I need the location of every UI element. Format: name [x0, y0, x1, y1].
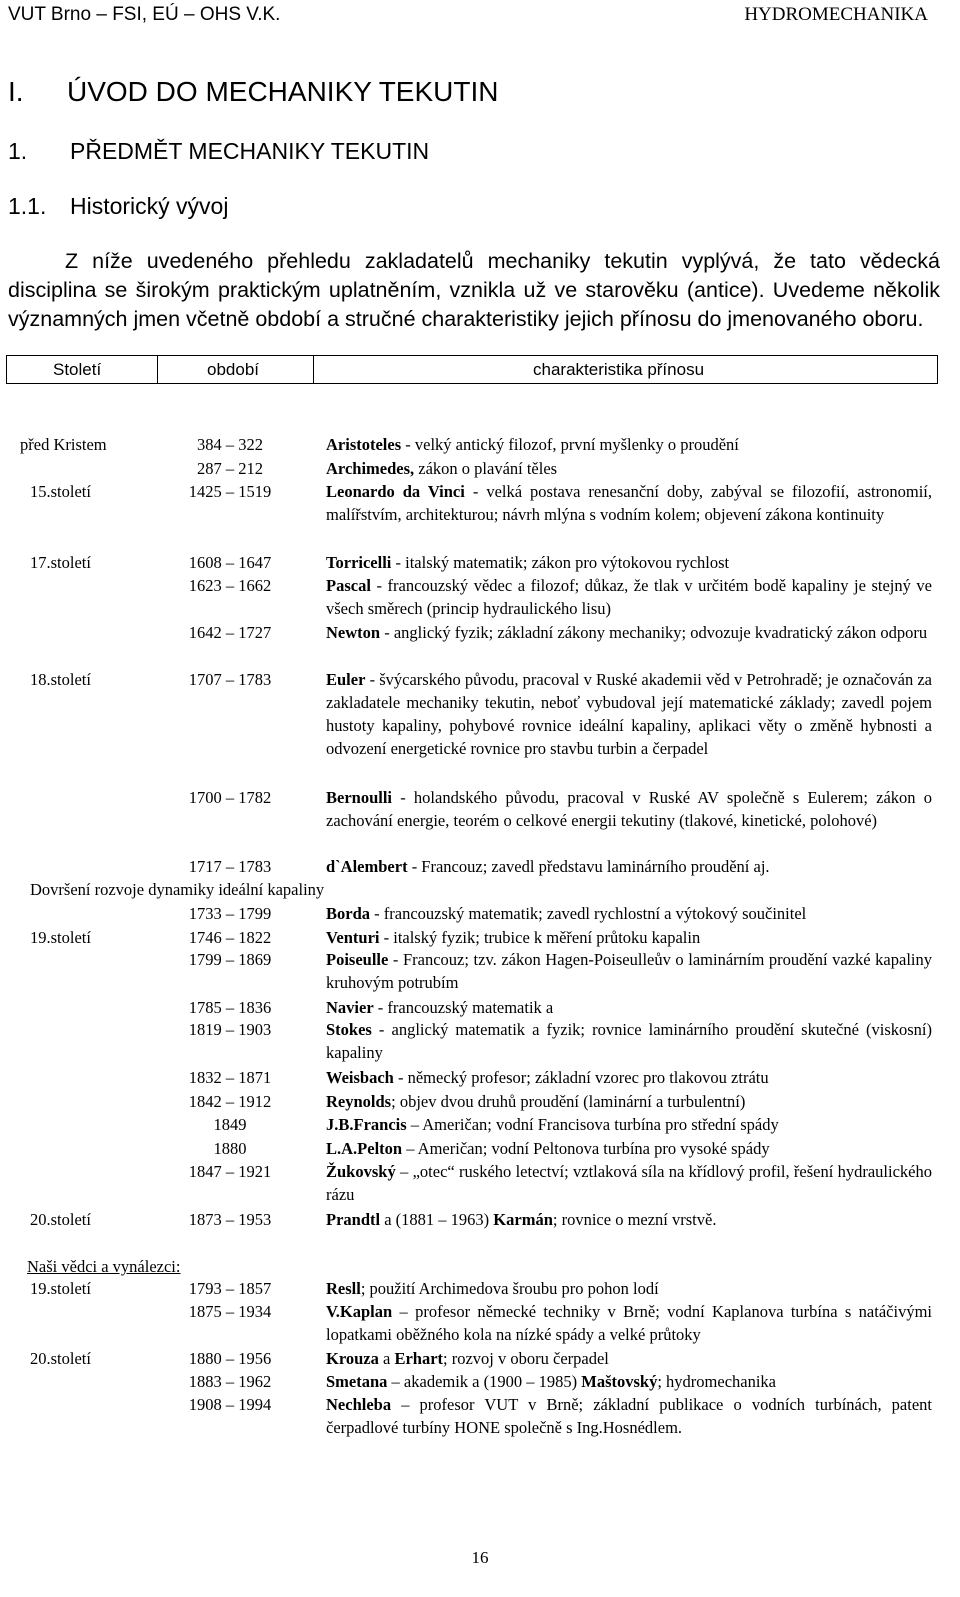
contribution-text: a (1881 – 1963)	[380, 1210, 494, 1229]
row-years: 1425 – 1519	[188, 482, 272, 501]
intro-text: Z níže uvedeného přehledu zakladatelů mechaniky tekutin vyplývá, že tato vědecká disciplina se širokým praktickým uplatněním, vznikla už ve starověku (antice). Uvedeme několik významných jmen včetně období a stručné charakteristiky jejich přínosu do jmenovaného oboru.	[8, 249, 940, 331]
row-century: 19.století	[30, 1279, 91, 1298]
contribution-text: - švýcarského původu, pracoval v Ruské akademii věd v Petrohradě; je označován za zakladatele mechaniky tekutin, neboť vybudoval její matematické základy; zavedl pojem hustoty kapaliny, pohybové rovnice ideální kapaliny, aplikaci věty o změně hybnosti a odvození energetické rovnice pro stavbu turbin a čerpadel	[326, 670, 932, 758]
scientist-name: Euler	[326, 670, 366, 689]
scientist-name: Karmán	[493, 1210, 553, 1229]
row-description	[326, 926, 932, 949]
scientist-name: Venturi	[326, 928, 380, 947]
scientist-name: Navier	[326, 998, 374, 1017]
contribution-text: – akademik a (1900 – 1985)	[387, 1372, 582, 1391]
row-years: 1908 – 1994	[188, 1395, 272, 1414]
row-years: 1842 – 1912	[188, 1092, 272, 1111]
chapter-number: I.	[8, 76, 24, 107]
contribution-text: - francouzský matematik a	[373, 998, 554, 1017]
row-years: 1793 – 1857	[188, 1279, 272, 1298]
contribution-text: – „otec“ ruského letectví; vztlaková síla na křídlový profil, řešení hydraulického rázu	[326, 1162, 932, 1204]
row-years: 1707 – 1783	[188, 670, 272, 689]
contribution-text: - německý profesor; základní vzorec pro tlakovou ztrátu	[393, 1068, 769, 1087]
scientist-name: Resll	[326, 1279, 361, 1298]
contribution-text: - francouzský vědec a filozof; důkaz, že tlak v určitém bodě kapaliny je stejný ve všech směrech (princip hydraulického lisu)	[326, 576, 932, 618]
subheading: Naši vědci a vynálezci:	[27, 1257, 181, 1276]
row-years: 1875 – 1934	[188, 1302, 272, 1321]
row-years: 1880 – 1956	[188, 1349, 272, 1368]
scientist-name: Nechleba	[326, 1395, 392, 1414]
col-divider	[313, 356, 314, 383]
header-left: VUT Brno – FSI, EÚ – OHS V.K.	[8, 4, 281, 25]
table-header	[6, 355, 938, 384]
row-description	[326, 668, 932, 760]
contribution-text: – Američan; vodní Peltonova turbína pro vysoké spády	[402, 1139, 770, 1158]
row-description	[326, 1208, 932, 1231]
row-years: 1799 – 1869	[188, 950, 272, 969]
scientist-name: Maštovský	[581, 1372, 658, 1391]
row-years: 1847 – 1921	[188, 1162, 272, 1181]
row-years: 1873 – 1953	[188, 1210, 272, 1229]
scientist-name: Erhart	[394, 1349, 444, 1368]
row-description	[326, 480, 932, 526]
scientist-name: Pascal	[326, 576, 371, 595]
col-header-contribution: charakteristika přínosu	[533, 360, 705, 379]
row-years: 1880	[213, 1139, 247, 1158]
contribution-text: - francouzský matematik; zavedl rychlostní a výtokový součinitel	[370, 904, 807, 923]
subsection-number: 1.1.	[8, 193, 47, 219]
row-description	[326, 1090, 932, 1113]
row-century: 19.století	[30, 928, 91, 947]
contribution-text: - anglický fyzik; základní zákony mechaniky; odvozuje kvadratický zákon odporu	[380, 623, 928, 642]
contribution-text: - anglický matematik a fyzik; rovnice laminárního proudění skutečné (viskosní) kapaliny	[326, 1020, 932, 1062]
row-years: 1608 – 1647	[188, 553, 272, 572]
section-number: 1.	[8, 138, 28, 164]
scientist-name: Borda	[326, 904, 371, 923]
contribution-text: zákon o plavání těles	[414, 459, 558, 478]
row-description	[326, 1393, 932, 1439]
row-years: 1733 – 1799	[188, 904, 272, 923]
page-number: 16	[471, 1548, 489, 1567]
row-description	[326, 855, 932, 878]
row-description	[326, 1113, 932, 1136]
scientist-name: Leonardo da Vinci	[326, 482, 465, 501]
scientist-name: Newton	[326, 623, 381, 642]
contribution-text: - holandského původu, pracoval v Ruské AV společně s Eulerem; zákon o zachování energie, teorém o celkové energii tekutiny (tlakové, kinetické, polohové)	[326, 788, 932, 830]
row-description	[326, 433, 932, 456]
contribution-text: ; rovnice o mezní vrstvě.	[552, 1210, 717, 1229]
row-years: 1717 – 1783	[188, 857, 272, 876]
contribution-text: ; použití Archimedova šroubu pro pohon lodí	[360, 1279, 659, 1298]
row-description	[326, 621, 932, 644]
row-century: 18.století	[30, 670, 91, 689]
subsection-title: Historický vývoj	[70, 193, 229, 219]
contribution-text: - velký antický filozof, první myšlenky o proudění	[401, 435, 739, 454]
row-years: 1785 – 1836	[188, 998, 272, 1017]
contribution-text: - italský fyzik; trubice k měření průtoku kapalin	[379, 928, 701, 947]
contribution-text: ; hydromechanika	[657, 1372, 777, 1391]
row-description	[326, 1160, 932, 1206]
contribution-text: ; rozvoj v oboru čerpadel	[443, 1349, 609, 1368]
row-description	[326, 551, 932, 574]
row-years: 1849	[213, 1115, 247, 1134]
chapter-title: ÚVOD DO MECHANIKY TEKUTIN	[67, 76, 499, 107]
scientist-name: L.A.Pelton	[326, 1139, 403, 1158]
row-years: 1819 – 1903	[188, 1020, 272, 1039]
scientist-name: d`Alembert	[326, 857, 408, 876]
row-description	[326, 574, 932, 620]
col-divider	[157, 356, 158, 383]
contribution-text: - Francouz; tzv. zákon Hagen-Poiseulleův o laminárním proudění vazké kapaliny kruhovým potrubím	[326, 950, 932, 992]
scientist-name: J.B.Francis	[326, 1115, 407, 1134]
scientist-name: Stokes	[326, 1020, 372, 1039]
col-header-century: Století	[53, 360, 102, 379]
row-description	[326, 1347, 932, 1370]
col-header-period: období	[207, 360, 259, 379]
note-row: Dovršení rozvoje dynamiky ideální kapaliny	[30, 880, 325, 899]
scientist-name: Reynolds	[326, 1092, 392, 1111]
contribution-text: - Francouz; zavedl představu laminárního proudění aj.	[407, 857, 770, 876]
contribution-text: a	[378, 1349, 395, 1368]
row-description	[326, 786, 932, 832]
section-title: PŘEDMĚT MECHANIKY TEKUTIN	[70, 138, 430, 164]
row-description	[326, 996, 932, 1019]
intro-paragraph	[8, 247, 940, 334]
row-description	[326, 1066, 932, 1089]
scientist-name: Bernoulli	[326, 788, 393, 807]
row-century: 20.století	[30, 1349, 91, 1368]
row-century: 15.století	[30, 482, 91, 501]
row-description	[326, 1137, 932, 1160]
row-description	[326, 902, 932, 925]
row-years: 287 – 212	[197, 459, 263, 478]
contribution-text: - italský matematik; zákon pro výtokovou rychlost	[391, 553, 730, 572]
row-description	[326, 1277, 932, 1300]
scientist-name: Torricelli	[326, 553, 392, 572]
scientist-name: Žukovský	[326, 1162, 396, 1181]
row-description	[326, 1018, 932, 1064]
row-years: 1642 – 1727	[188, 623, 272, 642]
contribution-text: - velká postava renesanční doby, zabýval se filozofií, astronomií, malířstvím, architekturou; návrh mlýna s vodním kolem; objevení zákona kontinuity	[326, 482, 932, 524]
row-description	[326, 1370, 932, 1393]
row-years: 384 – 322	[197, 435, 263, 454]
scientist-name: Weisbach	[326, 1068, 394, 1087]
row-description	[326, 948, 932, 994]
row-years: 1746 – 1822	[188, 928, 272, 947]
row-century: 20.století	[30, 1210, 91, 1229]
row-century: 17.století	[30, 553, 91, 572]
scientist-name: Krouza	[326, 1349, 379, 1368]
row-century: před Kristem	[20, 435, 107, 454]
row-years: 1700 – 1782	[188, 788, 272, 807]
header-right: HYDROMECHANIKA	[744, 4, 928, 25]
contribution-text: ; objev dvou druhů proudění (laminární a turbulentní)	[391, 1092, 746, 1111]
row-years: 1623 – 1662	[188, 576, 272, 595]
scientist-name: V.Kaplan	[326, 1302, 393, 1321]
scientist-name: Smetana	[326, 1372, 388, 1391]
row-description	[326, 457, 932, 480]
contribution-text: – profesor německé techniky v Brně; vodní Kaplanova turbína s natáčivými lopatkami oběžného kola na nízké spády a velké průtoky	[326, 1302, 932, 1344]
scientist-name: Poiseulle	[326, 950, 389, 969]
row-years: 1832 – 1871	[188, 1068, 272, 1087]
scientist-name: Prandtl	[326, 1210, 381, 1229]
scientist-name: Aristoteles	[326, 435, 402, 454]
contribution-text: – Američan; vodní Francisova turbína pro střední spády	[406, 1115, 779, 1134]
row-description	[326, 1300, 932, 1346]
row-years: 1883 – 1962	[188, 1372, 272, 1391]
contribution-text: – profesor VUT v Brně; základní publikace o vodních turbínách, patent čerpadlové turbíny HONE společně s Ing.Hosnédlem.	[326, 1395, 932, 1437]
scientist-name: Archimedes,	[326, 459, 415, 478]
